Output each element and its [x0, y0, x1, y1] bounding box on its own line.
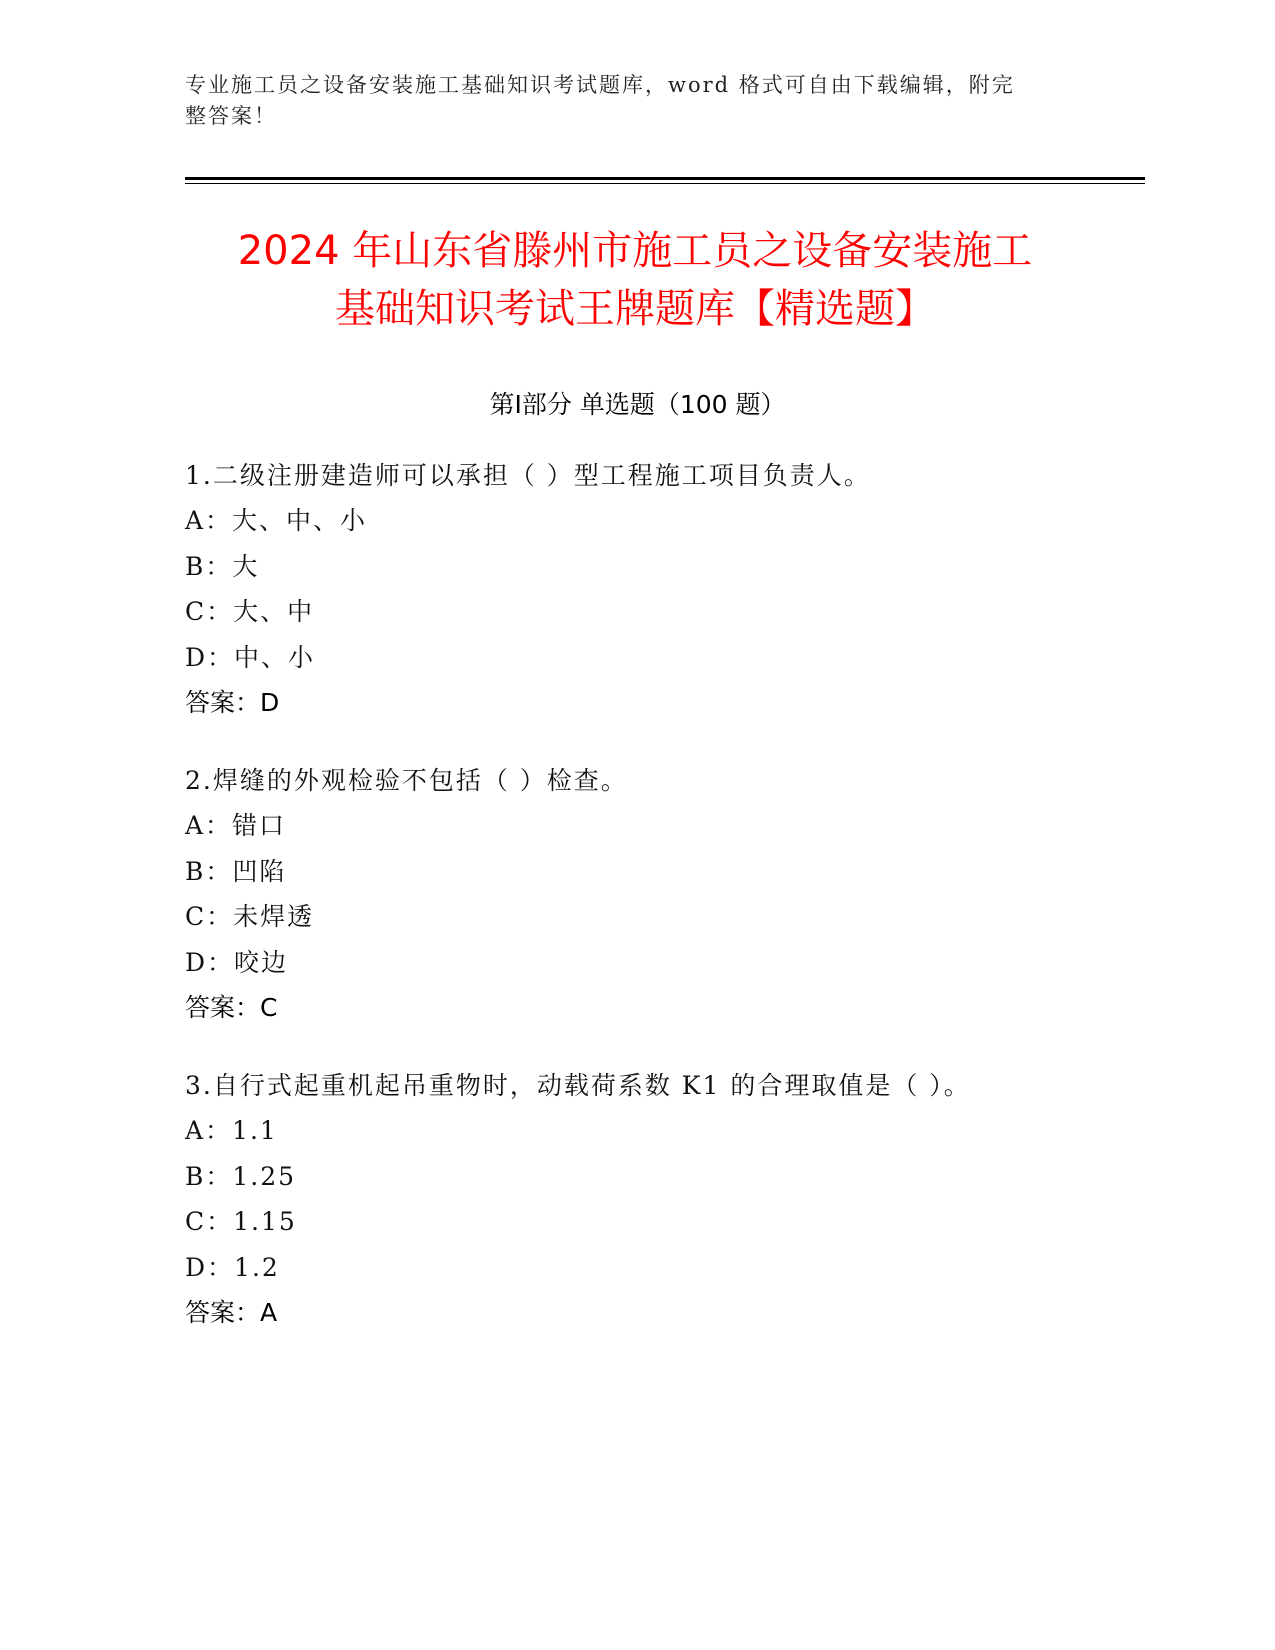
header-rule-thick — [185, 177, 1145, 180]
section-heading: 第Ⅰ部分 单选题（100 题） — [489, 390, 786, 419]
option-b: B：凹陷 — [185, 856, 287, 886]
document-title — [160, 222, 1110, 338]
header-line-1: 专业施工员之设备安装施工基础知识考试题库，word 格式可自由下载编辑，附完 — [185, 73, 1015, 97]
question-1 — [185, 453, 1085, 725]
option-b: B：1.25 — [185, 1161, 297, 1191]
header-note — [185, 70, 1065, 132]
question-stem: 1.二级注册建造师可以承担（ ）型工程施工项目负责人。 — [185, 461, 871, 490]
answer: 答案：A — [185, 1297, 278, 1327]
option-b: B：大 — [185, 551, 260, 581]
option-d: D：中、小 — [185, 642, 316, 672]
question-stem: 2.焊缝的外观检验不包括（ ）检查。 — [185, 766, 628, 795]
title-line-1: 2024 年山东省滕州市施工员之设备安装施工 — [237, 228, 1033, 274]
title-line-2: 基础知识考试王牌题库【精选题】 — [335, 286, 935, 332]
option-a: A：1.1 — [185, 1116, 278, 1146]
header-line-2: 整答案！ — [185, 104, 277, 128]
question-stem: 3.自行式起重机起吊重物时，动载荷系数 K1 的合理取值是（ ）。 — [185, 1071, 971, 1100]
question-2 — [185, 758, 1085, 1030]
option-c: C：1.15 — [185, 1207, 297, 1237]
question-3 — [185, 1063, 1085, 1335]
option-a: A：错口 — [185, 811, 287, 841]
option-d: D：咬边 — [185, 947, 289, 977]
option-d: D：1.2 — [185, 1252, 280, 1282]
option-c: C：大、中 — [185, 597, 315, 627]
option-a: A：大、中、小 — [185, 506, 368, 536]
answer: 答案：C — [185, 992, 278, 1022]
option-c: C：未焊透 — [185, 902, 315, 932]
answer: 答案：D — [185, 687, 280, 717]
header-rule-thin — [185, 183, 1145, 184]
